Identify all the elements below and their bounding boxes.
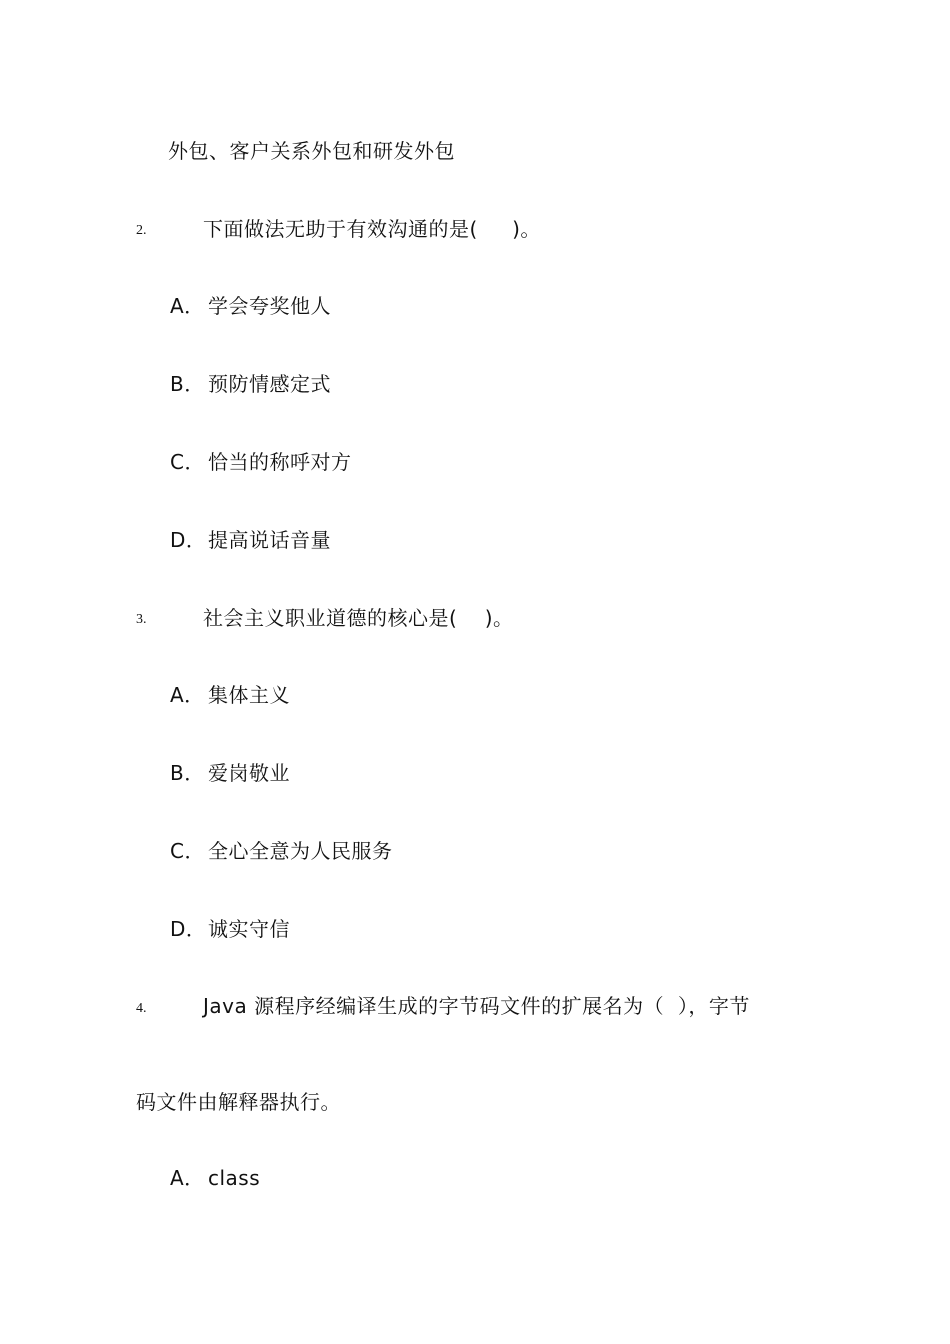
- question-text: 社会主义职业道德的核心是( )。: [203, 606, 514, 630]
- option-d: [170, 526, 331, 554]
- option-a: [170, 292, 331, 320]
- option-letter: A．: [170, 294, 205, 318]
- option-letter: D．: [170, 528, 207, 552]
- question-number: 3.: [136, 612, 147, 627]
- option-b: [170, 759, 290, 787]
- continuation-text: 外包、客户关系外包和研发外包: [168, 139, 455, 163]
- option-letter: C．: [170, 450, 205, 474]
- option-letter: C．: [170, 839, 205, 863]
- option-a: [170, 1164, 260, 1192]
- question-text-continued: 码文件由解释器执行。: [136, 1090, 341, 1114]
- option-letter: A．: [170, 1166, 205, 1190]
- option-b: [170, 370, 331, 398]
- option-c: [170, 837, 393, 865]
- question-text: Java 源程序经编译生成的字节码文件的扩展名为（ ），字节: [203, 994, 750, 1018]
- option-text: 恰当的称呼对方: [208, 450, 352, 474]
- option-text: class: [208, 1166, 261, 1190]
- option-text: 集体主义: [208, 683, 290, 707]
- option-text: 全心全意为人民服务: [208, 839, 393, 863]
- option-text: 学会夸奖他人: [208, 294, 331, 318]
- option-text: 诚实守信: [208, 917, 290, 941]
- option-text: 提高说话音量: [208, 528, 331, 552]
- option-letter: A．: [170, 683, 205, 707]
- option-text: 预防情感定式: [208, 372, 331, 396]
- question-number: 4.: [136, 1001, 147, 1016]
- option-d: [170, 915, 290, 943]
- option-letter: B．: [170, 761, 205, 785]
- option-letter: B．: [170, 372, 205, 396]
- option-letter: D．: [170, 917, 207, 941]
- question-text: 下面做法无助于有效沟通的是( )。: [203, 217, 541, 241]
- option-c: [170, 448, 352, 476]
- question-number: 2.: [136, 223, 147, 238]
- option-text: 爱岗敬业: [208, 761, 290, 785]
- option-a: [170, 681, 290, 709]
